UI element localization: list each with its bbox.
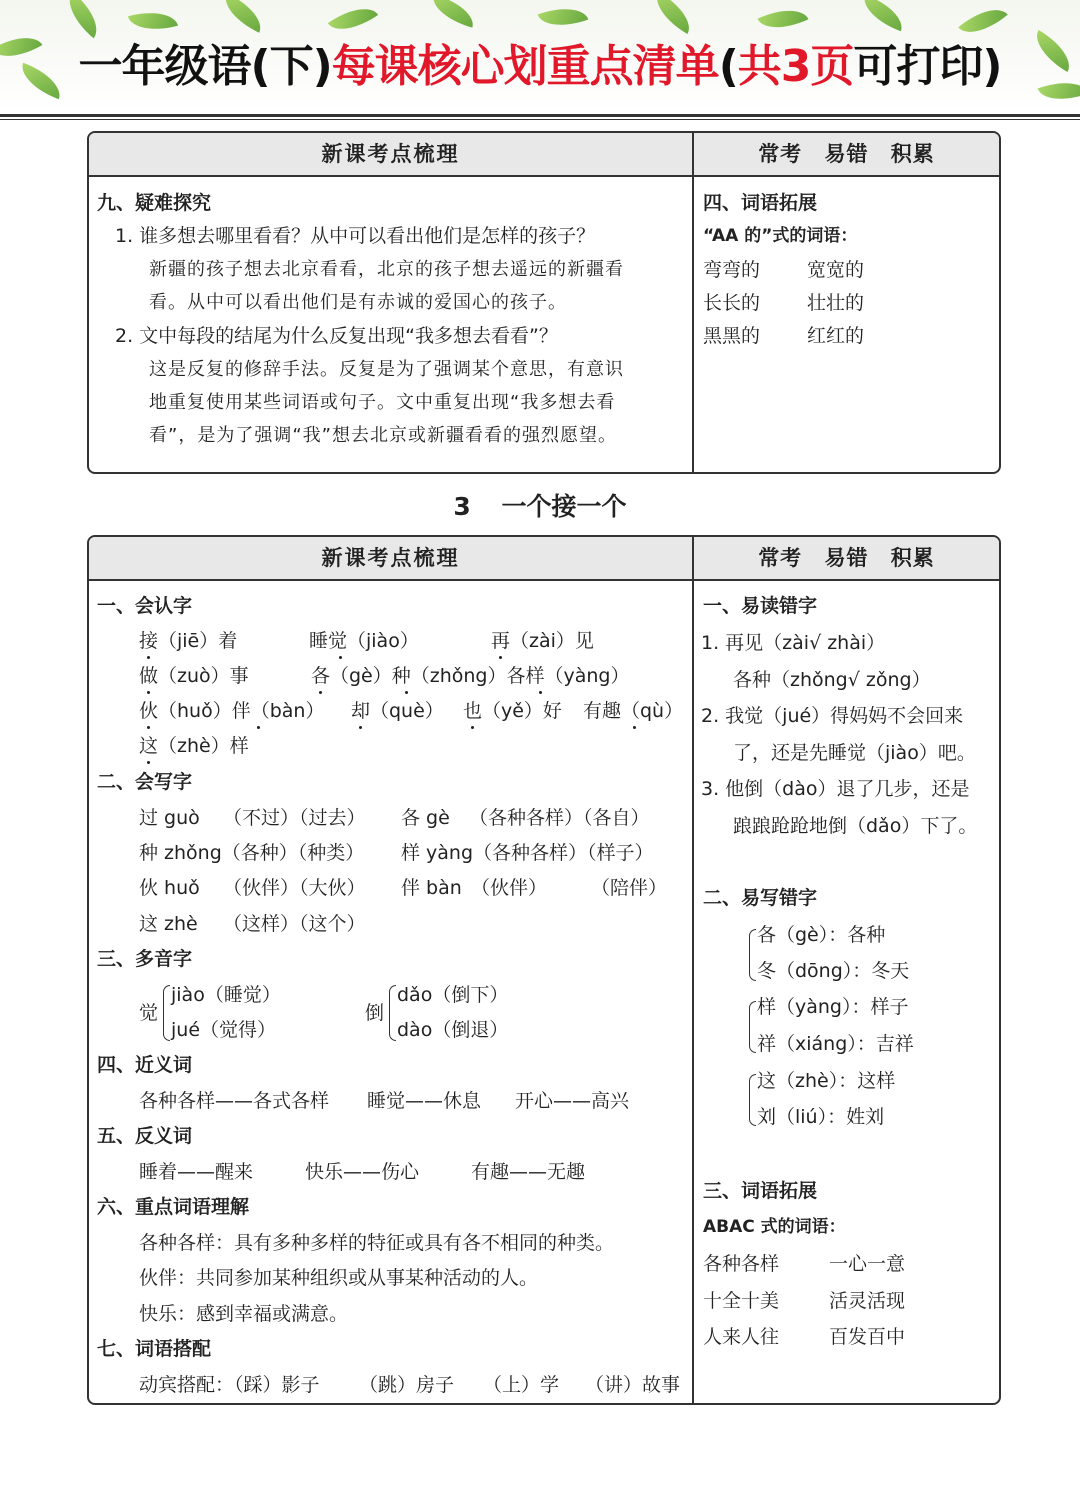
answer-2-line-2: 地重复使用某些词语或句子。文中重复出现“我多想去看 — [149, 392, 616, 413]
emphasis-dot — [147, 656, 150, 659]
write-char: （陪伴） — [591, 877, 668, 899]
emphasis-dot — [147, 726, 150, 729]
recognize-char: 各（gè）种（zhǒng）各样（yàng） — [311, 665, 630, 687]
box-header — [89, 133, 999, 177]
emphasis-dot — [471, 726, 474, 729]
miswritten-item: 各（gè）：各种 — [757, 924, 886, 946]
misread-item: 1. 再见（zài√ zhài） — [701, 632, 886, 654]
word-item: 人来人往 — [703, 1326, 780, 1348]
recognize-char: 有趣（qù） — [583, 700, 684, 722]
misread-item: 2. 我觉（jué）得妈妈不会回来 — [701, 705, 964, 727]
subheading: ABAC 式的词语： — [703, 1217, 846, 1237]
word-item: 红红的 — [807, 325, 865, 347]
emphasis-dot — [319, 691, 322, 694]
write-char: （各种各样）（各自） — [469, 807, 650, 829]
brace-icon — [163, 985, 170, 1041]
synonym-pair: 睡觉——休息 — [367, 1090, 482, 1112]
misread-item: 踉踉跄跄地倒（dǎo）下了。 — [733, 815, 978, 837]
misread-item: 3. 他倒（dào）退了几步，还是 — [701, 778, 970, 800]
write-char: 伙 huǒ — [139, 877, 200, 899]
polyphone-reading: dào（倒退） — [397, 1019, 509, 1041]
emphasis-dot — [339, 656, 342, 659]
synonym-pair: 开心——高兴 — [515, 1090, 630, 1112]
recognize-char: 也（yě）好 — [463, 700, 562, 722]
collocation: （讲）故事 — [585, 1374, 681, 1396]
section-heading: 一、会认字 — [97, 595, 193, 617]
header-right: 常考 易错 积累 — [758, 546, 935, 570]
section-heading: 二、易写错字 — [703, 887, 818, 909]
word-item: 黑黑的 — [703, 325, 761, 347]
emphasis-dot — [405, 691, 408, 694]
leaf-decoration-icon — [648, 0, 699, 34]
miswritten-item: 冬（dōng）：冬天 — [757, 960, 910, 982]
polyphone-char: 倒 — [365, 1002, 385, 1024]
answer-1-line-2: 看。从中可以看出他们是有赤诚的爱国心的孩子。 — [149, 292, 567, 313]
subheading: “AA 的”式的词语： — [703, 226, 858, 246]
answer-2-line-3: 看”，是为了强调“我”想去北京或新疆看看的强烈愿望。 — [149, 425, 617, 446]
miswritten-item: 样（yàng）：样子 — [757, 996, 909, 1018]
brace-icon — [389, 985, 396, 1041]
recognize-char: 却（què） — [351, 700, 444, 722]
section-heading: 七、词语搭配 — [97, 1338, 212, 1360]
antonym-pair: 有趣——无趣 — [471, 1161, 586, 1183]
word-item: 壮壮的 — [807, 292, 865, 314]
recognize-char: 伙（huǒ）伴（bàn） — [139, 700, 325, 722]
section-heading: 六、重点词语理解 — [97, 1196, 250, 1218]
emphasis-dot — [359, 726, 362, 729]
miswritten-item: 祥（xiáng）：吉祥 — [757, 1033, 914, 1055]
recognize-char: 做（zuò）事 — [139, 665, 249, 687]
misread-item: 各种（zhǒng√ zǒng） — [733, 669, 931, 691]
write-char: 种 zhǒng（各种）（种类） — [139, 842, 365, 864]
word-item: 十全十美 — [703, 1290, 780, 1312]
misread-item: 了，还是先睡觉（jiào）吧。 — [733, 742, 976, 764]
word-definition: 快乐：感到幸福或满意。 — [139, 1303, 349, 1325]
polyphone-reading: jué（觉得） — [171, 1019, 277, 1041]
write-char: （不过）（过去） — [223, 807, 366, 829]
recognize-char: 接（jiē）着 — [139, 630, 238, 652]
emphasis-dot — [499, 656, 502, 659]
section-heading: 一、易读错字 — [703, 595, 818, 617]
section-heading: 四、词语拓展 — [703, 192, 818, 214]
word-item: 各种各样 — [703, 1253, 780, 1275]
header-right: 常考 易错 积累 — [758, 142, 935, 166]
title-divider — [0, 114, 1080, 117]
polyphone-reading: dǎo（倒下） — [397, 984, 509, 1006]
emphasis-dot — [257, 726, 260, 729]
write-char: 各 gè — [401, 807, 450, 829]
emphasis-dot — [147, 691, 150, 694]
section-heading: 三、多音字 — [97, 948, 193, 970]
write-char: 伴 bàn — [401, 877, 462, 899]
write-char: 这 zhè — [139, 913, 198, 935]
collocation: （上）学 — [483, 1374, 560, 1396]
lesson-name: 一个接一个 — [501, 492, 627, 521]
brace-icon — [749, 1074, 756, 1126]
box-header — [89, 537, 999, 581]
header-left: 新课考点梳理 — [321, 546, 460, 570]
recognize-char: 再（zài）见 — [491, 630, 594, 652]
write-char: （伙伴）（大伙） — [223, 877, 366, 899]
miswritten-item: 刘（liú）：姓刘 — [757, 1106, 885, 1128]
antonym-pair: 睡着——醒来 — [139, 1161, 254, 1183]
emphasis-dot — [539, 691, 542, 694]
question-1: 1. 谁多想去哪里看看？从中可以看出他们是怎样的孩子？ — [115, 225, 596, 247]
write-char: （伙伴） — [471, 877, 548, 899]
section-heading: 四、近义词 — [97, 1054, 193, 1076]
section-heading: 九、疑难探究 — [97, 192, 212, 214]
write-char: （这样）（这个） — [223, 913, 366, 935]
emphasis-dot — [633, 726, 636, 729]
header-left: 新课考点梳理 — [321, 142, 460, 166]
word-item: 一心一意 — [829, 1253, 906, 1275]
review-box-2 — [87, 535, 1001, 1405]
lesson-title — [0, 487, 1080, 523]
word-definition: 伙伴：共同参加某种组织或从事某种活动的人。 — [139, 1267, 539, 1289]
review-box-1 — [87, 131, 1001, 474]
section-heading: 二、会写字 — [97, 771, 193, 793]
write-char: 过 guò — [139, 807, 200, 829]
word-item: 宽宽的 — [807, 259, 865, 281]
word-item: 活灵活现 — [829, 1290, 906, 1312]
column-divider — [692, 133, 694, 472]
word-definition: 各种各样：具有多种多样的特征或具有各不相同的种类。 — [139, 1232, 615, 1254]
word-item: 长长的 — [703, 292, 761, 314]
brace-icon — [749, 929, 756, 981]
section-heading: 三、词语拓展 — [703, 1180, 818, 1202]
title-divider-thin — [0, 119, 1080, 120]
question-2: 2. 文中每段的结尾为什么反复出现“我多想去看看”？ — [115, 325, 558, 347]
collocation: （跳）房子 — [359, 1374, 455, 1396]
polyphone-reading: jiào（睡觉） — [171, 984, 281, 1006]
write-char: 样 yàng（各种各样）（样子） — [401, 842, 654, 864]
recognize-char: 睡觉（jiào） — [309, 630, 419, 652]
polyphone-char: 觉 — [139, 1002, 159, 1024]
emphasis-dot — [147, 761, 150, 764]
collocation: 动宾搭配：（踩）影子 — [139, 1374, 320, 1396]
leaf-decoration-icon — [218, 0, 269, 33]
leaf-decoration-icon — [428, 0, 478, 28]
title-banner — [0, 0, 1080, 112]
recognize-char: 这（zhè）样 — [139, 735, 249, 757]
answer-2-line-1: 这是反复的修辞手法。反复是为了强调某个意思，有意识 — [149, 359, 624, 380]
word-item: 弯弯的 — [703, 259, 761, 281]
brace-icon — [749, 1001, 756, 1053]
word-item: 百发百中 — [829, 1326, 906, 1348]
leaf-decoration-icon — [858, 0, 909, 31]
miswritten-item: 这（zhè）：这样 — [757, 1070, 896, 1092]
antonym-pair: 快乐——伤心 — [305, 1161, 420, 1183]
page-title: 一年级语(下)每课核心划重点清单(共3页可打印) — [78, 41, 1002, 92]
column-divider — [692, 537, 694, 1403]
lesson-number: 3 — [453, 492, 471, 521]
synonym-pair: 各种各样——各式各样 — [139, 1090, 330, 1112]
section-heading: 五、反义词 — [97, 1125, 193, 1147]
answer-1-line-1: 新疆的孩子想去北京看看，北京的孩子想去遥远的新疆看 — [149, 259, 624, 280]
